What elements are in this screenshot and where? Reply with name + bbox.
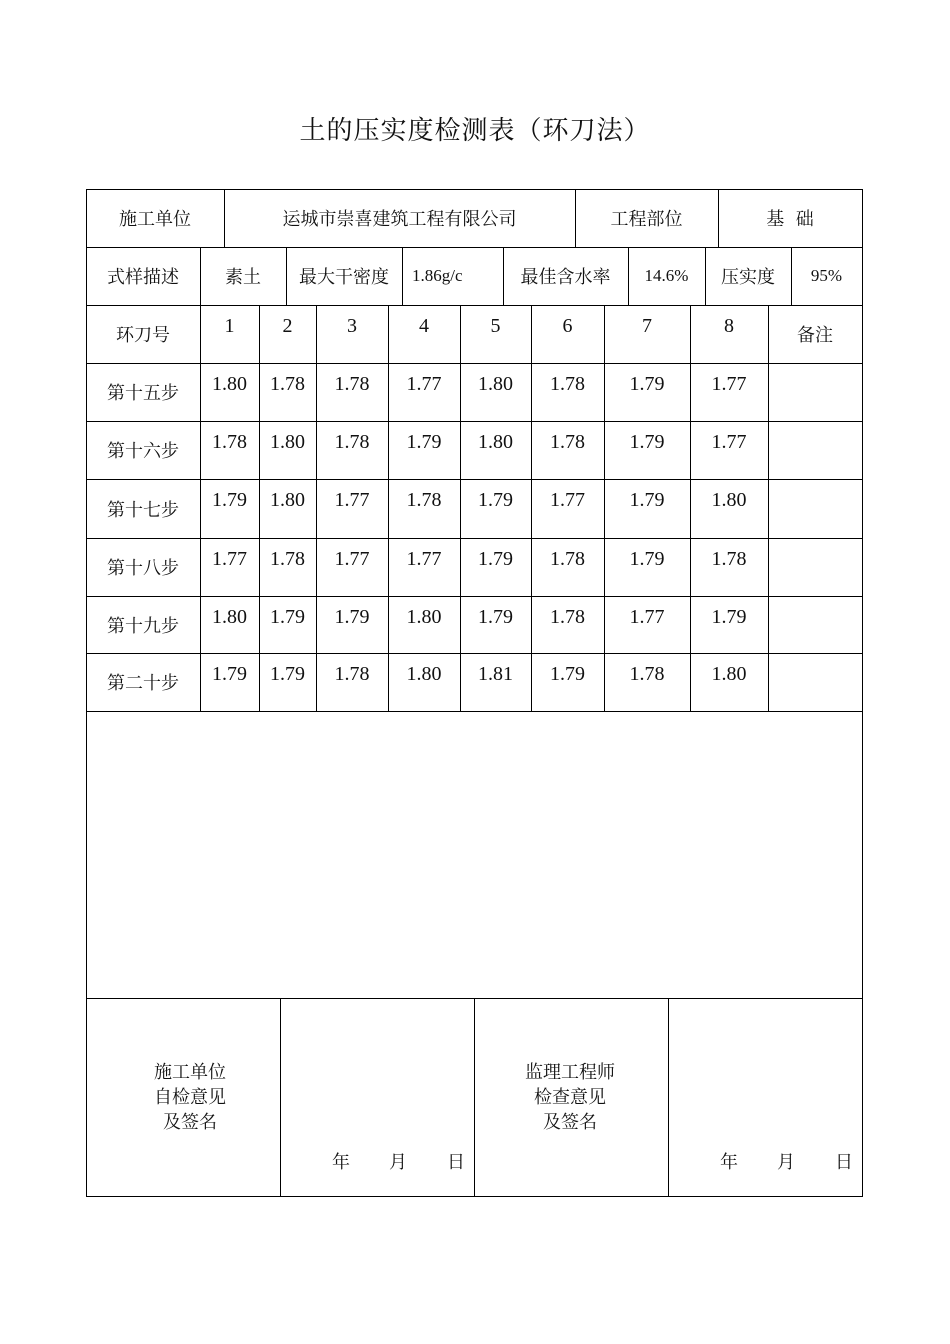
remark-cell (768, 421, 862, 479)
density-value: 1.79 (550, 663, 585, 685)
contractor-date-day: 日 (447, 1152, 465, 1173)
remark-label: 备注 (797, 325, 833, 346)
step-label: 第十六步 (107, 441, 179, 462)
column-header: 4 (419, 315, 429, 337)
density-value: 1.77 (406, 548, 442, 570)
density-value: 1.79 (212, 663, 247, 685)
supervisor-line3: 及签名 (543, 1112, 597, 1133)
column-header: 7 (642, 315, 652, 337)
density-value: 1.77 (334, 548, 370, 570)
density-value: 1.78 (550, 431, 585, 453)
unit-label: 施工单位 (119, 209, 191, 230)
density-value: 1.79 (212, 489, 247, 511)
remark-cell (768, 538, 862, 596)
density-value: 1.78 (406, 489, 442, 511)
optimum-water-value: 14.6% (644, 266, 689, 285)
density-value: 1.77 (629, 606, 665, 628)
supervisor-date-year: 年 (720, 1152, 738, 1173)
density-value: 1.79 (629, 431, 665, 453)
density-value: 1.80 (478, 431, 513, 453)
density-value: 1.77 (711, 373, 747, 395)
density-value: 1.77 (550, 489, 585, 511)
contractor-opinion-label (120, 1060, 260, 1135)
part-value: 基 础 (766, 209, 814, 230)
ring-number-label: 环刀号 (116, 325, 170, 346)
density-value: 1.80 (270, 431, 305, 453)
density-value: 1.80 (711, 489, 747, 511)
contractor-line2: 自检意见 (154, 1087, 226, 1108)
step-label: 第十八步 (107, 558, 179, 579)
density-value: 1.78 (334, 373, 370, 395)
column-header: 6 (562, 315, 573, 337)
density-value: 1.77 (334, 489, 370, 511)
column-header: 5 (490, 315, 501, 337)
density-value: 1.78 (212, 431, 247, 453)
density-value: 1.80 (212, 373, 247, 395)
density-value: 1.79 (629, 548, 665, 570)
density-value: 1.79 (711, 606, 747, 628)
step-label: 第十七步 (107, 499, 179, 521)
remark-cell (768, 479, 862, 538)
part-label: 工程部位 (610, 209, 683, 230)
remark-cell (768, 596, 862, 653)
density-value: 1.78 (550, 373, 585, 395)
density-value: 1.80 (711, 663, 747, 685)
density-value: 1.80 (270, 489, 305, 511)
density-value: 1.78 (270, 373, 305, 395)
density-value: 1.78 (550, 606, 585, 628)
compaction-value: 95% (810, 266, 843, 285)
supervisor-line2: 检查意见 (534, 1087, 606, 1108)
density-value: 1.79 (478, 606, 513, 628)
max-dry-density-label: 最大干密度 (299, 267, 389, 288)
supervisor-date-day: 日 (835, 1152, 853, 1173)
density-value: 1.77 (406, 373, 442, 395)
max-dry-density-value: 1.86g/c (412, 266, 463, 285)
density-value: 1.79 (478, 489, 513, 511)
remark-cell (768, 363, 862, 421)
column-header: 2 (282, 315, 293, 337)
density-value: 1.78 (711, 548, 747, 570)
sample-label: 式样描述 (107, 267, 179, 288)
density-value: 1.78 (270, 548, 305, 570)
contractor-line3: 及签名 (163, 1112, 217, 1133)
optimum-water-label: 最佳含水率 (520, 267, 611, 288)
density-value: 1.78 (550, 548, 585, 570)
density-value: 1.78 (334, 431, 370, 453)
density-value: 1.79 (270, 663, 305, 685)
density-value: 1.79 (334, 606, 370, 628)
density-value: 1.80 (212, 606, 247, 628)
density-value: 1.80 (406, 663, 442, 685)
density-value: 1.79 (406, 431, 442, 453)
unit-value: 运城市崇喜建筑工程有限公司 (282, 209, 517, 230)
step-label: 第十五步 (107, 383, 179, 404)
density-value: 1.78 (334, 663, 370, 685)
density-value: 1.80 (478, 373, 513, 395)
sample-value: 素土 (225, 267, 261, 288)
density-value: 1.77 (711, 431, 747, 453)
density-value: 1.79 (629, 373, 665, 395)
compaction-label: 压实度 (721, 267, 775, 288)
supervisor-opinion-label (500, 1060, 640, 1135)
remark-cell (768, 653, 862, 711)
supervisor-line1: 监理工程师 (525, 1062, 615, 1083)
page-title: 土的压实度检测表（环刀法） (299, 116, 651, 146)
density-value: 1.78 (629, 663, 665, 685)
density-value: 1.81 (478, 663, 513, 685)
column-header: 8 (724, 315, 734, 337)
contractor-date-year: 年 (332, 1152, 350, 1173)
density-value: 1.79 (270, 606, 305, 628)
step-label: 第十九步 (107, 615, 179, 637)
step-label: 第二十步 (107, 673, 179, 694)
density-value: 1.79 (478, 548, 513, 570)
contractor-line1: 施工单位 (154, 1062, 226, 1083)
density-value: 1.77 (212, 548, 247, 570)
density-value: 1.79 (629, 489, 665, 511)
supervisor-date-month: 月 (777, 1152, 795, 1173)
column-header: 3 (347, 315, 357, 337)
density-value: 1.80 (406, 606, 442, 628)
contractor-date-month: 月 (389, 1152, 407, 1173)
column-header: 1 (224, 315, 235, 337)
